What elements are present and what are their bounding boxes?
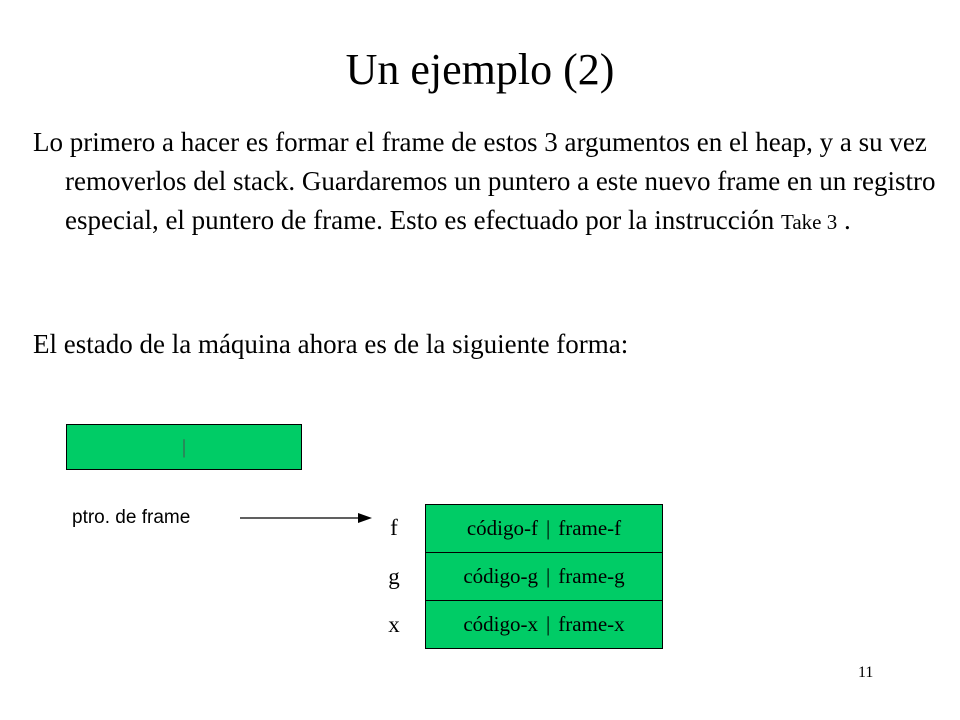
code-cell-g: código-g bbox=[463, 564, 538, 588]
take-instruction: Take 3 bbox=[780, 210, 838, 234]
frame-row-f bbox=[426, 505, 662, 552]
code-cell-x: código-x bbox=[463, 612, 538, 636]
machine-state-separator: | bbox=[181, 435, 186, 458]
frame-row-g bbox=[426, 552, 662, 600]
machine-state-box bbox=[66, 424, 302, 470]
paragraph-take-text: Lo primero a hacer es formar el frame de estos 3 argumentos en el heap, y a su vez removerlos del stack. Guardaremos un puntero a este nuevo frame en un registro especial, el puntero de frame. Esto es efectuado por la instrucción bbox=[33, 127, 936, 235]
frame-pointer-arrow bbox=[240, 508, 380, 528]
row-separator: | bbox=[545, 564, 551, 588]
paragraph-take bbox=[33, 123, 945, 242]
var-label-g: g bbox=[388, 564, 400, 589]
frame-row-x bbox=[426, 600, 662, 648]
page-number: 11 bbox=[858, 664, 874, 681]
row-separator: | bbox=[545, 612, 551, 636]
var-label-f: f bbox=[390, 515, 398, 540]
var-label-x: x bbox=[388, 612, 400, 637]
code-cell-f: código-f bbox=[466, 516, 538, 540]
frame-cell-g: frame-g bbox=[558, 564, 625, 588]
frame-table bbox=[425, 504, 663, 649]
frame-pointer-label: ptro. de frame bbox=[72, 507, 191, 528]
frame-cell-f: frame-f bbox=[558, 516, 622, 540]
paragraph-take-end: . bbox=[837, 205, 851, 235]
frame-cell-x: frame-x bbox=[558, 612, 625, 636]
paragraph-machine-state: El estado de la máquina ahora es de la siguiente forma: bbox=[33, 329, 629, 359]
row-separator: | bbox=[545, 516, 551, 540]
slide-title: Un ejemplo (2) bbox=[345, 45, 615, 94]
